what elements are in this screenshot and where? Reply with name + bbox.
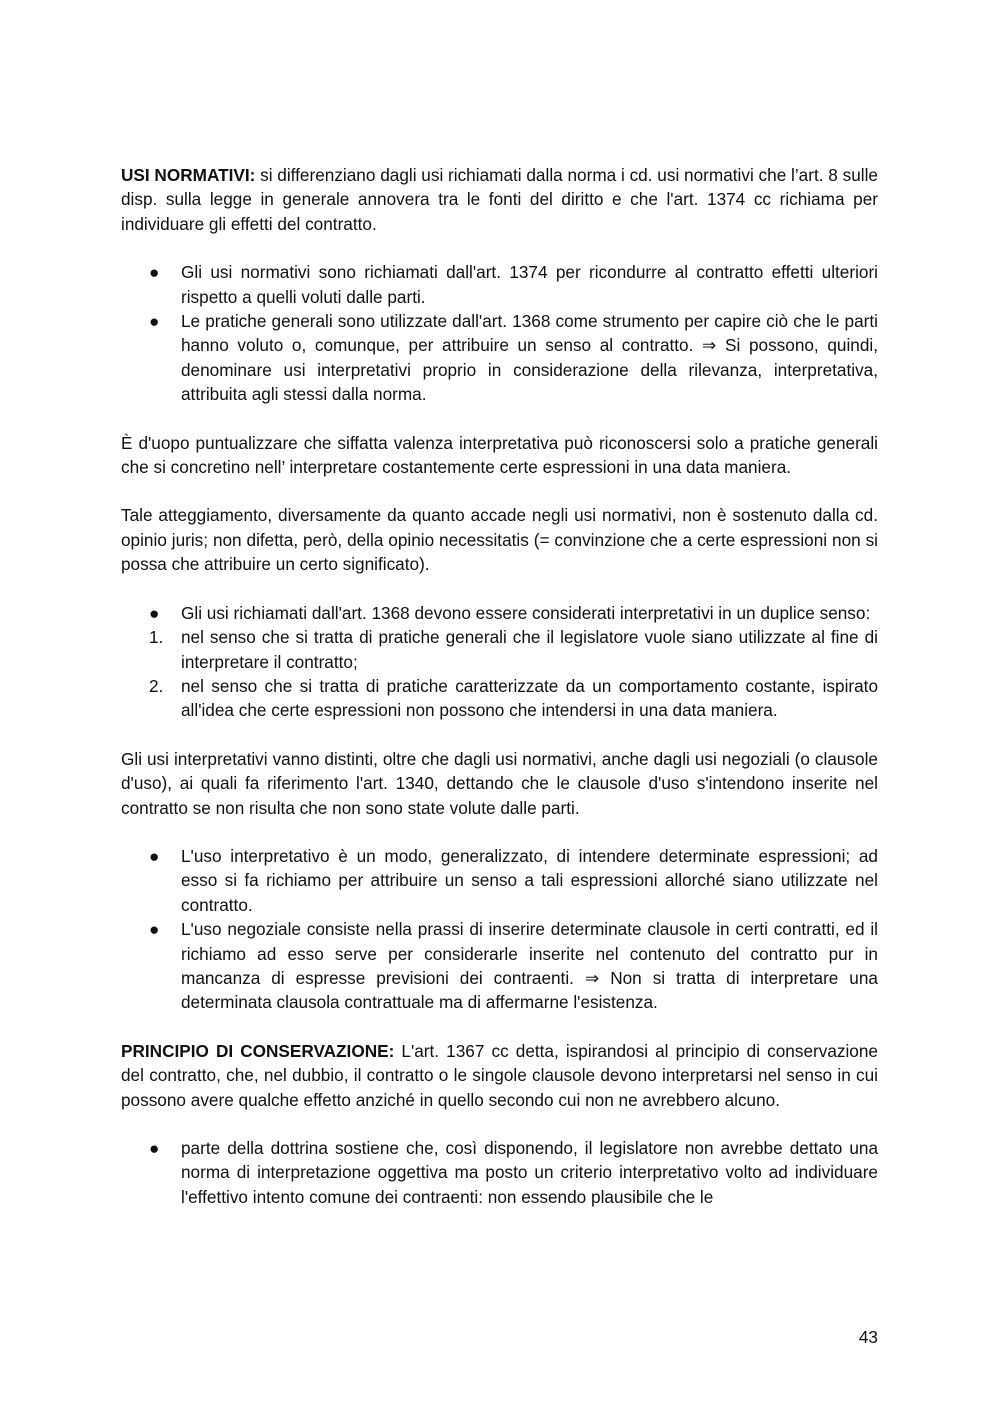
list-item <box>121 309 878 407</box>
list-item <box>121 844 878 917</box>
bullet-marker: ● <box>149 602 160 623</box>
paragraph-usi-negoziali: Gli usi interpretativi vanno distinti, oltre che dagli usi normativi, anche dagli usi negoziali (o clausole d'uso), ai quali fa riferimento l'art. 1340, dettando che le clausole d'uso s'intendono inserite nel contratto se non risulta che non sono state volute dalle parti. <box>121 748 878 818</box>
heading-usi-normativi: USI NORMATIVI: <box>121 165 256 185</box>
bullet-list-4 <box>121 1136 878 1209</box>
bullet-list-2 <box>121 601 878 723</box>
number-marker: 2. <box>149 675 164 696</box>
paragraph-text: L'art. 1367 cc detta, ispirandosi al principio di conservazione del contratto, che, nel dubbio, il contratto o le singole clausole devono interpretarsi nel senso in cui possono avere qualche effetto anziché in quello secondo cui non ne avrebbero alcuno. <box>121 1040 878 1110</box>
list-item-text: nel senso che si tratta di pratiche generali che il legislatore vuole siano utilizzate al fine di interpretare il contratto; <box>181 627 878 672</box>
heading-principio-conservazione: PRINCIPIO DI CONSERVAZIONE: <box>121 1040 395 1061</box>
list-item-text: parte della dottrina sostiene che, così disponendo, il legislatore non avrebbe dettato una norma di interpretazione oggettiva ma posto un criterio interpretativo volto ad individuare l'effettivo intento comune dei contraenti: non essendo plausibile che le <box>181 1138 878 1207</box>
page-number: 43 <box>858 1327 878 1347</box>
list-item <box>121 625 878 674</box>
list-item-text: Gli usi richiamati dall'art. 1368 devono essere considerati interpretativi in un duplice senso: <box>181 602 871 623</box>
paragraph-usi-normativi <box>121 163 878 236</box>
document-page <box>121 163 878 1209</box>
list-item-text: L'uso negoziale consiste nella prassi di inserire determinate clausole in certi contratti, ed il richiamo ad esso serve per considerarle inserite nel contenuto del contratto pur in mancanza di espresse previsioni dei contraenti. ⇒ Non si tratta di interpretare una determinata clausola contrattuale ma di affermarne l'esistenza. <box>181 919 878 1013</box>
list-item-text: Gli usi normativi sono richiamati dall'art. 1374 per ricondurre al contratto effetti ulteriori rispetto a quelli voluti dalle parti. <box>181 262 878 307</box>
bullet-marker: ● <box>149 1138 160 1158</box>
list-item <box>121 917 878 1015</box>
paragraph-text: si differenziano dagli usi richiamati dalla norma i cd. usi normativi che l’art. 8 sulle disp. sulla legge in generale annovera tra le fonti del diritto e che l'art. 1374 cc richiama per individuare gli effetti del contratto. <box>121 165 878 234</box>
list-item-text: L'uso interpretativo è un modo, generalizzato, di intendere determinate espressioni; ad esso si fa richiamo per attribuire un senso a tali espressioni allorché siano utilizzate nel contratto. <box>181 845 878 915</box>
list-item <box>121 674 878 723</box>
list-item <box>121 601 878 625</box>
bullet-marker: ● <box>149 845 160 866</box>
bullet-marker: ● <box>149 311 160 332</box>
list-item-text: nel senso che si tratta di pratiche caratterizzate da un comportamento costante, ispirato all'idea che certe espressioni non possono che intendersi in una data maniera. <box>181 675 878 721</box>
list-item <box>121 260 878 309</box>
bullet-list-3 <box>121 844 878 1015</box>
bullet-marker: ● <box>149 262 160 283</box>
list-item-text: Le pratiche generali sono utilizzate dall'art. 1368 come strumento per capire ciò che le parti hanno voluto o, comunque, per attribuire un senso al contratto. ⇒ Si possono, quindi, denominare usi interpretativi proprio in considerazione della rilevanza, interpretativa, attribuita agli stessi dalla norma. <box>181 311 878 405</box>
list-item <box>121 1136 878 1209</box>
paragraph-opinio-juris: Tale atteggiamento, diversamente da quanto accade negli usi normativi, non è sostenuto dalla cd. opinio juris; non difetta, però, della opinio necessitatis (= convinzione che a certe espressioni non si possa che attribuire un certo significato). <box>121 505 878 575</box>
bullet-marker: ● <box>149 919 160 940</box>
paragraph-valenza-interpretativa: È d'uopo puntualizzare che siffatta valenza interpretativa può riconoscersi solo a pratiche generali che si concretino nell’ interpretare costantemente certe espressioni in una data maniera. <box>121 432 878 478</box>
paragraph-principio-conservazione <box>121 1039 878 1112</box>
bullet-list-1 <box>121 260 878 406</box>
number-marker: 1. <box>149 627 164 648</box>
